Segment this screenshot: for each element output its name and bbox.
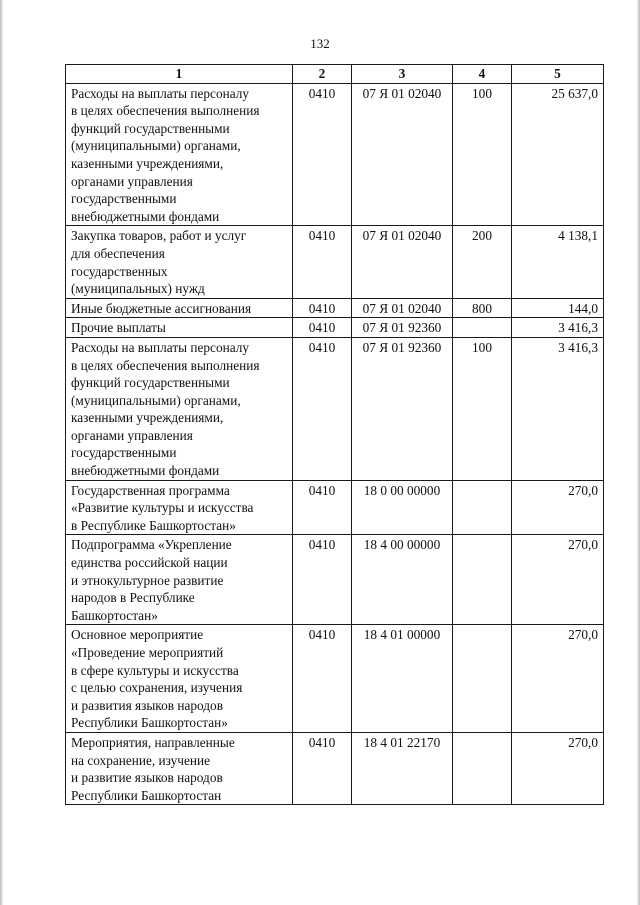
target-article-cell: 07 Я 01 02040	[352, 226, 453, 298]
expense-name-cell	[66, 732, 293, 804]
target-article-cell: 18 4 00 00000	[352, 535, 453, 625]
section-code-cell: 0410	[293, 535, 352, 625]
target-article-cell: 07 Я 01 92360	[352, 318, 453, 338]
expense-name-cell	[66, 83, 293, 226]
expense-type-cell	[453, 732, 512, 804]
expense-type-cell	[453, 480, 512, 535]
expense-name-line: казенными учреждениями,	[71, 410, 224, 426]
expense-type-cell: 100	[453, 337, 512, 480]
table-row	[66, 732, 604, 804]
expense-name-line: народов в Республике	[71, 590, 195, 606]
table-row	[66, 83, 604, 226]
expense-name-line: в Республике Башкортостан»	[71, 517, 236, 533]
expense-name-line: Республики Башкортостан»	[71, 715, 228, 731]
target-article-cell: 07 Я 01 02040	[352, 298, 453, 318]
table-row	[66, 298, 604, 318]
expense-type-cell: 800	[453, 298, 512, 318]
expense-name-line: Республики Башкортостан	[71, 787, 222, 803]
table-row	[66, 226, 604, 298]
expense-name-line: государственных	[71, 263, 168, 279]
expense-name-line: (муниципальными) органами,	[71, 392, 241, 408]
expense-name-line: Расходы на выплаты персоналу	[71, 85, 250, 101]
table-body	[66, 83, 604, 805]
expense-name-line: «Развитие культуры и искусства	[71, 500, 254, 516]
expense-name-line: внебюджетными фондами	[71, 463, 220, 479]
table-row	[66, 535, 604, 625]
expense-type-cell	[453, 318, 512, 338]
expense-name-line: на сохранение, изучение	[71, 752, 211, 768]
expense-name-line: Закупка товаров, работ и услуг	[71, 228, 247, 244]
target-article-cell: 18 4 01 22170	[352, 732, 453, 804]
amount-cell: 270,0	[512, 535, 604, 625]
expense-name-line: Иные бюджетные ассигнования	[71, 300, 252, 316]
target-article-cell: 07 Я 01 92360	[352, 337, 453, 480]
amount-cell: 144,0	[512, 298, 604, 318]
budget-table	[65, 64, 604, 805]
page-edge-left	[0, 0, 3, 905]
column-header-1: 1	[66, 65, 293, 84]
expense-type-cell	[453, 535, 512, 625]
column-header-4: 4	[453, 65, 512, 84]
expense-name-line: для обеспечения	[71, 245, 165, 261]
expense-name-line: Расходы на выплаты персоналу	[71, 339, 250, 355]
expense-name-line: органами управления	[71, 173, 193, 189]
amount-cell: 270,0	[512, 480, 604, 535]
expense-name-line: казенными учреждениями,	[71, 155, 224, 171]
section-code-cell: 0410	[293, 226, 352, 298]
column-header-2: 2	[293, 65, 352, 84]
expense-name-line: Основное мероприятие	[71, 627, 204, 643]
expense-name-line: и этнокультурное развитие	[71, 572, 224, 588]
expense-name-line: и развитие языков народов	[71, 770, 223, 786]
expense-name-line: государственными	[71, 445, 177, 461]
expense-name-cell	[66, 337, 293, 480]
expense-name-cell	[66, 298, 293, 318]
target-article-cell: 18 0 00 00000	[352, 480, 453, 535]
expense-name-line: «Проведение мероприятий	[71, 645, 224, 660]
expense-name-line: государственными	[71, 191, 177, 207]
amount-cell: 270,0	[512, 732, 604, 804]
table-row	[66, 337, 604, 480]
expense-name-line: Башкортостан»	[71, 607, 158, 623]
section-code-cell: 0410	[293, 480, 352, 535]
section-code-cell: 0410	[293, 732, 352, 804]
expense-name-line: функций государственными	[71, 375, 230, 391]
expense-name-line: Мероприятия, направленные	[71, 734, 235, 750]
amount-cell: 25 637,0	[512, 83, 604, 226]
expense-name-line: (муниципальных) нужд	[71, 281, 205, 297]
expense-name-line: функций государственными	[71, 120, 230, 136]
amount-cell: 3 416,3	[512, 318, 604, 338]
target-article-cell: 18 4 01 00000	[352, 625, 453, 733]
section-code-cell: 0410	[293, 625, 352, 733]
expense-name-cell	[66, 318, 293, 338]
expense-type-cell: 200	[453, 226, 512, 298]
expense-name-cell	[66, 480, 293, 535]
expense-name-line: в сфере культуры и искусства	[71, 662, 239, 678]
section-code-cell: 0410	[293, 83, 352, 226]
expense-name-line: в целях обеспечения выполнения	[71, 103, 260, 119]
page-number: 132	[310, 36, 330, 51]
amount-cell: 270,0	[512, 625, 604, 733]
expense-name-line: Прочие выплаты	[71, 320, 166, 336]
expense-name-line: Государственная программа	[71, 482, 230, 498]
section-code-cell: 0410	[293, 337, 352, 480]
expense-name-line: (муниципальными) органами,	[71, 138, 241, 154]
expense-name-line: Подпрограмма «Укрепление	[71, 537, 232, 553]
expense-name-line: внебюджетными фондами	[71, 208, 220, 224]
expense-name-line: в целях обеспечения выполнения	[71, 357, 260, 373]
section-code-cell: 0410	[293, 298, 352, 318]
table-row	[66, 480, 604, 535]
expense-name-cell	[66, 535, 293, 625]
expense-name-line: единства российской нации	[71, 555, 228, 571]
amount-cell: 3 416,3	[512, 337, 604, 480]
section-code-cell: 0410	[293, 318, 352, 338]
expense-type-cell	[453, 625, 512, 733]
expense-name-line: органами управления	[71, 427, 193, 443]
column-header-5: 5	[512, 65, 604, 84]
amount-cell: 4 138,1	[512, 226, 604, 298]
column-header-3: 3	[352, 65, 453, 84]
expense-name-cell	[66, 625, 293, 733]
expense-type-cell: 100	[453, 83, 512, 226]
expense-name-line: с целью сохранения, изучения	[71, 680, 243, 696]
table-row	[66, 625, 604, 733]
target-article-cell: 07 Я 01 02040	[352, 83, 453, 226]
expense-name-line: и развития языков народов	[71, 697, 223, 713]
table-header-row	[66, 65, 604, 84]
table-row	[66, 318, 604, 338]
expense-name-cell	[66, 226, 293, 298]
